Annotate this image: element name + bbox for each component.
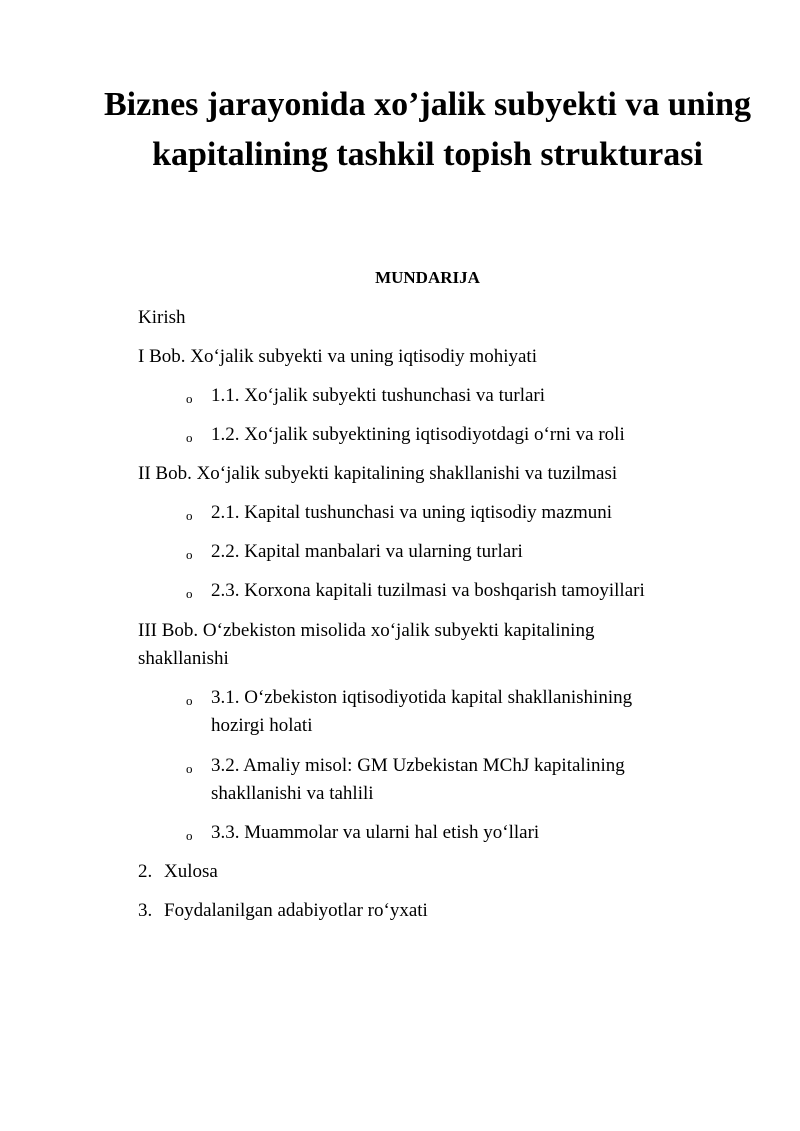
toc-chapter-2: II Bob. Xo‘jalik subyekti kapitalining shakllanishi va tuzilmasi [138,463,618,484]
bullet-icon: o [186,693,193,708]
bullet-icon: o [186,430,193,445]
bullet-icon: o [186,828,193,843]
toc-item-3-1-cont: hozirgi holati [211,715,313,736]
toc-chapter-1: I Bob. Xo‘jalik subyekti va uning iqtisodiy mohiyati [138,346,537,367]
toc-item-3-3: 3.3. Muammolar va ularni hal etish yo‘llari [211,822,540,843]
toc-item-1-1: 1.1. Xo‘jalik subyekti tushunchasi va turlari [211,385,546,406]
toc-chapter-3-cont: shakllanishi [138,648,229,669]
toc-item-1-2: 1.2. Xo‘jalik subyektining iqtisodiyotdagi o‘rni va roli [211,424,625,445]
bullet-icon: o [186,508,193,523]
toc-item-3-1: 3.1. O‘zbekiston iqtisodiyotida kapital shakllanishining [211,687,633,708]
toc-heading: MUNDARIJA [375,268,480,287]
toc-item-2-3: 2.3. Korxona kapitali tuzilmasi va boshqarish tamoyillari [211,580,645,601]
toc-item-2-1: 2.1. Kapital tushunchasi va uning iqtisodiy mazmuni [211,502,613,523]
toc-number: 2. [138,861,153,882]
toc-number: 3. [138,900,153,921]
toc-chapter-3: III Bob. O‘zbekiston misolida xo‘jalik subyekti kapitalining [138,620,595,641]
toc-item-2-2: 2.2. Kapital manbalari va ularning turlari [211,541,523,562]
bullet-icon: o [186,547,193,562]
bullet-icon: o [186,391,193,406]
toc-item-intro: Kirish [138,307,186,328]
toc-item-conclusion: Xulosa [164,861,218,882]
bullet-icon: o [186,586,193,601]
toc-item-references: Foydalanilgan adabiyotlar ro‘yxati [164,900,428,921]
toc-item-3-2-cont: shakllanishi va tahlili [211,783,374,804]
document-title: Biznes jarayonida xo’jalik subyekti va uning kapitalining tashkil topish strukturasi [103,86,752,173]
bullet-icon: o [186,761,193,776]
toc-item-3-2: 3.2. Amaliy misol: GM Uzbekistan MChJ kapitalining [211,755,625,776]
